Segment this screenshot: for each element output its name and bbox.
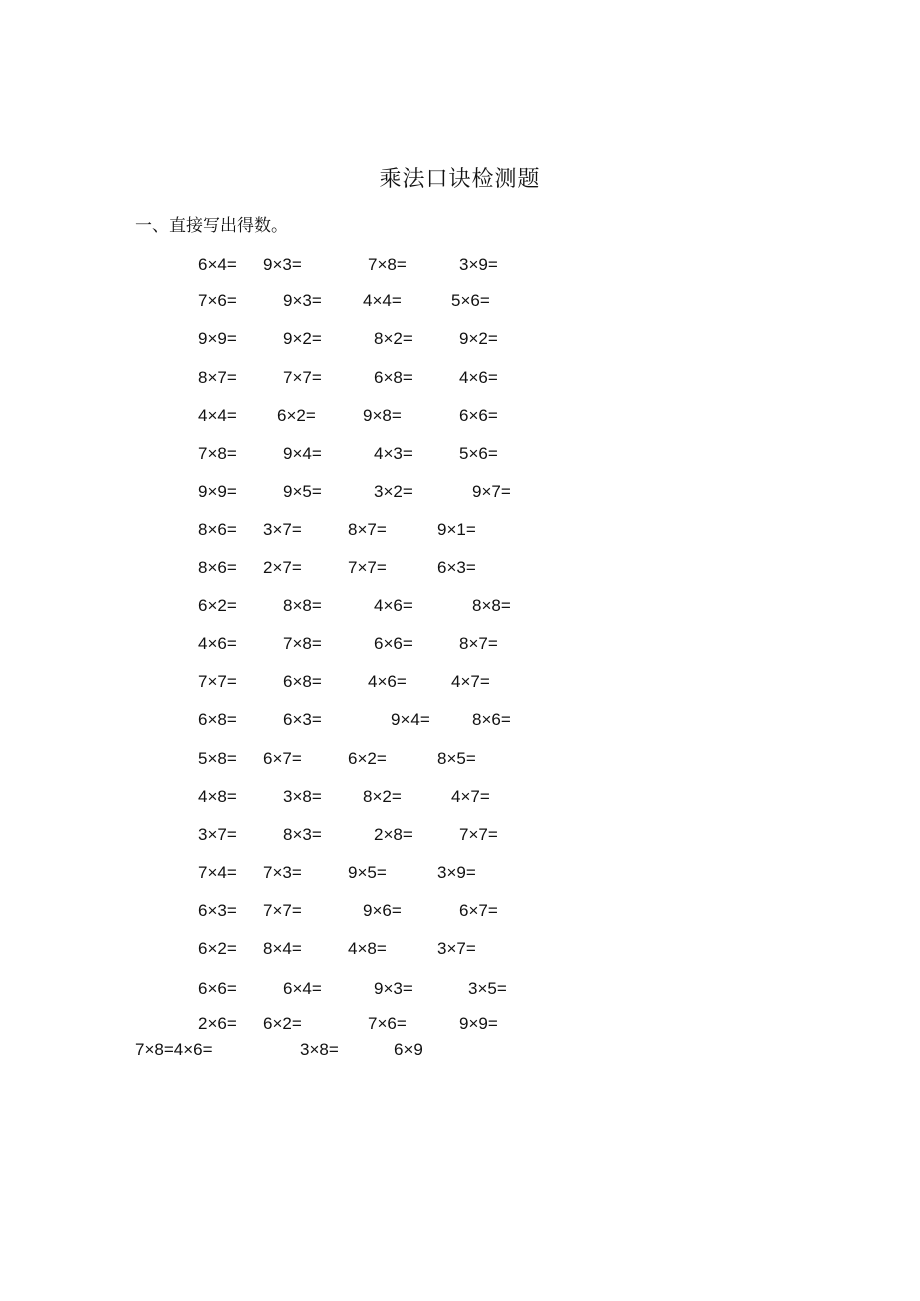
math-problem: 6×2= bbox=[198, 596, 237, 615]
math-problem: 8×2= bbox=[363, 787, 402, 806]
math-problem: 8×8= bbox=[472, 596, 511, 615]
math-problem: 9×6= bbox=[363, 901, 402, 920]
math-problem: 7×7= bbox=[198, 672, 237, 691]
math-problem: 6×9 bbox=[394, 1040, 423, 1059]
math-problem: 7×7= bbox=[283, 368, 322, 387]
math-problem: 5×6= bbox=[459, 444, 498, 463]
math-problem: 6×8= bbox=[374, 368, 413, 387]
math-problem: 9×2= bbox=[283, 329, 322, 348]
math-problem: 8×7= bbox=[459, 634, 498, 653]
math-problem: 8×6= bbox=[198, 520, 237, 539]
math-problem: 9×3= bbox=[374, 979, 413, 998]
math-problem: 8×7= bbox=[198, 368, 237, 387]
math-problem: 2×6= bbox=[198, 1014, 237, 1033]
math-problem: 6×2= bbox=[277, 406, 316, 425]
math-problem: 7×6= bbox=[198, 291, 237, 310]
math-problem: 3×7= bbox=[198, 825, 237, 844]
math-problem: 7×4= bbox=[198, 863, 237, 882]
math-problem: 7×8= bbox=[283, 634, 322, 653]
math-problem: 9×9= bbox=[459, 1014, 498, 1033]
math-problem: 4×4= bbox=[198, 406, 237, 425]
math-problem: 6×4= bbox=[283, 979, 322, 998]
math-problem: 5×8= bbox=[198, 749, 237, 768]
math-problem: 8×7= bbox=[348, 520, 387, 539]
math-problem: 6×7= bbox=[459, 901, 498, 920]
math-problem: 7×6= bbox=[368, 1014, 407, 1033]
math-problem: 3×7= bbox=[437, 939, 476, 958]
math-problem: 9×3= bbox=[283, 291, 322, 310]
math-problem: 9×8= bbox=[363, 406, 402, 425]
math-problem: 6×3= bbox=[198, 901, 237, 920]
math-problem: 8×5= bbox=[437, 749, 476, 768]
section-heading: 一、直接写出得数。 bbox=[135, 216, 288, 236]
math-problem: 6×6= bbox=[374, 634, 413, 653]
math-problem: 7×8=4×6= bbox=[135, 1040, 213, 1059]
math-problem: 6×6= bbox=[459, 406, 498, 425]
math-problem: 5×6= bbox=[451, 291, 490, 310]
math-problem: 8×6= bbox=[198, 558, 237, 577]
math-problem: 8×6= bbox=[472, 710, 511, 729]
math-problem: 8×3= bbox=[283, 825, 322, 844]
math-problem: 9×1= bbox=[437, 520, 476, 539]
math-problem: 4×7= bbox=[451, 672, 490, 691]
math-problem: 7×8= bbox=[198, 444, 237, 463]
math-problem: 6×7= bbox=[263, 749, 302, 768]
math-problem: 4×8= bbox=[198, 787, 237, 806]
math-problem: 3×2= bbox=[374, 482, 413, 501]
math-problem: 4×6= bbox=[459, 368, 498, 387]
math-problem: 8×2= bbox=[374, 329, 413, 348]
math-problem: 3×9= bbox=[437, 863, 476, 882]
math-problem: 4×6= bbox=[374, 596, 413, 615]
math-problem: 4×7= bbox=[451, 787, 490, 806]
math-problem: 9×7= bbox=[472, 482, 511, 501]
math-problem: 9×4= bbox=[283, 444, 322, 463]
math-problem: 7×3= bbox=[263, 863, 302, 882]
math-problem: 4×8= bbox=[348, 939, 387, 958]
math-problem: 6×2= bbox=[348, 749, 387, 768]
math-problem: 7×7= bbox=[263, 901, 302, 920]
math-problem: 4×6= bbox=[368, 672, 407, 691]
math-problem: 3×5= bbox=[468, 979, 507, 998]
math-problem: 6×3= bbox=[283, 710, 322, 729]
math-problem: 7×8= bbox=[368, 255, 407, 274]
math-problem: 6×8= bbox=[283, 672, 322, 691]
math-problem: 6×2= bbox=[263, 1014, 302, 1033]
math-problem: 9×3= bbox=[263, 255, 302, 274]
math-problem: 2×8= bbox=[374, 825, 413, 844]
math-problem: 9×2= bbox=[459, 329, 498, 348]
math-problem: 9×4= bbox=[391, 710, 430, 729]
math-problem: 3×8= bbox=[300, 1040, 339, 1059]
math-problem: 4×4= bbox=[363, 291, 402, 310]
math-problem: 9×9= bbox=[198, 482, 237, 501]
math-problem: 8×4= bbox=[263, 939, 302, 958]
math-problem: 3×8= bbox=[283, 787, 322, 806]
math-problem: 7×7= bbox=[459, 825, 498, 844]
math-problem: 6×4= bbox=[198, 255, 237, 274]
math-problem: 9×9= bbox=[198, 329, 237, 348]
math-problem: 2×7= bbox=[263, 558, 302, 577]
page-title: 乘法口诀检测题 bbox=[379, 167, 541, 192]
math-problem: 6×3= bbox=[437, 558, 476, 577]
math-problem: 3×9= bbox=[459, 255, 498, 274]
math-problem: 8×8= bbox=[283, 596, 322, 615]
math-problem: 4×3= bbox=[374, 444, 413, 463]
math-problem: 6×6= bbox=[198, 979, 237, 998]
math-problem: 3×7= bbox=[263, 520, 302, 539]
math-problem: 7×7= bbox=[348, 558, 387, 577]
math-problem: 6×8= bbox=[198, 710, 237, 729]
math-problem: 4×6= bbox=[198, 634, 237, 653]
math-problem: 9×5= bbox=[283, 482, 322, 501]
math-problem: 9×5= bbox=[348, 863, 387, 882]
math-problem: 6×2= bbox=[198, 939, 237, 958]
